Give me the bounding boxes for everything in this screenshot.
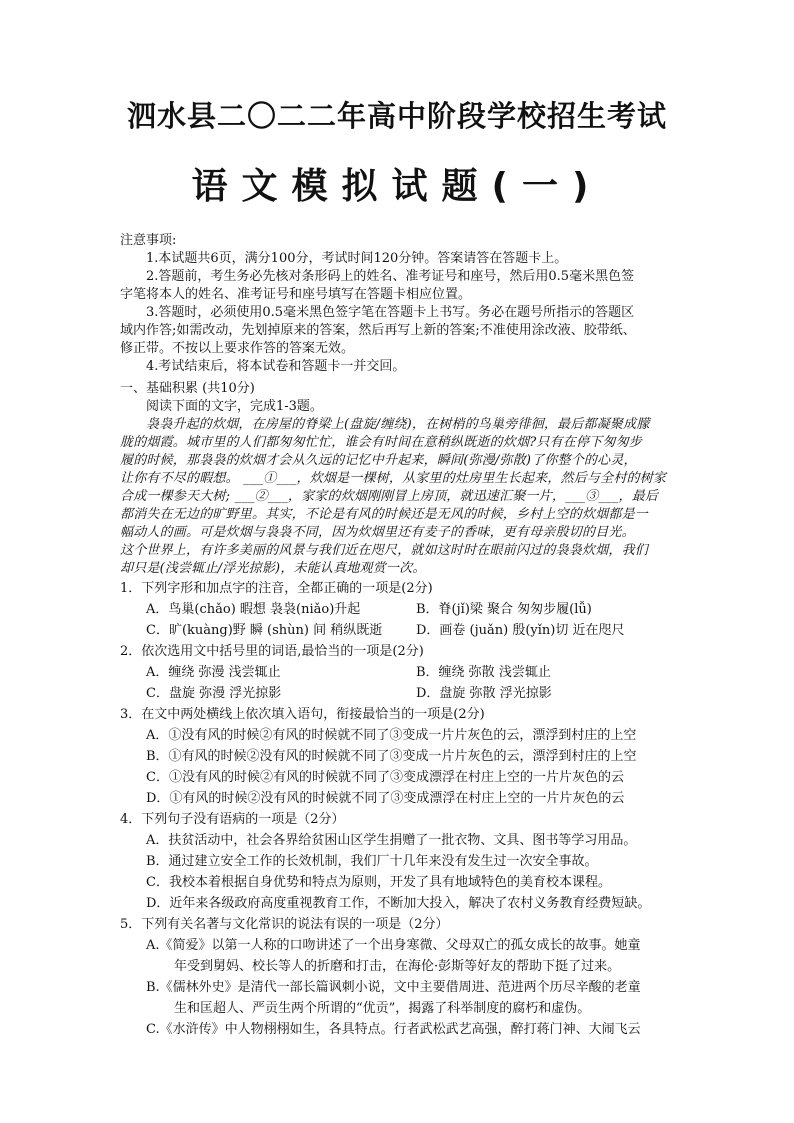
option-b: B．缠绕 弥散 浅尝辄止: [416, 665, 551, 680]
option-row: [120, 620, 680, 641]
passage-line: 袅袅升起的炊烟，在房屋的脊梁上(盘旋/缠绕)，在树梢的鸟巢旁徘徊，最后都凝聚成朦: [146, 417, 650, 432]
option-d: D．盘旋 弥散 浮光掠影: [416, 686, 552, 701]
option-a: A．扶贫活动中，社会各界给贫困山区学生捐赠了一批衣物、文具、图书等学习用品。: [146, 833, 637, 848]
passage-line: 让你有不尽的暇想。 ___①___，炊烟是一棵树，从家里的灶房里生长起来，然后与全村的树家: [120, 471, 667, 486]
option-a: A.《简爱》以第一人称的口吻讲述了一个出身寒微、父母双亡的孤女成长的故事。她童: [146, 938, 641, 953]
section-1: [120, 380, 680, 578]
notice-line: 2.答题前，考生务必先核对条形码上的姓名、准考证号和座号，然后用0.5毫米黑色签: [146, 269, 635, 284]
notice-line: 1.本试题共6页，满分100分，考试时间120分钟。答案请答在答题卡上。: [146, 251, 568, 266]
question-3: [120, 704, 680, 809]
notice-heading: 注意事项:: [120, 233, 177, 248]
option-b: B．脊(jǐ)梁 聚合 匆匆步履(lǚ): [416, 602, 592, 617]
passage-line: 履的时候，那袅袅的炊烟才会从久远的记忆中升起来，瞬间(弥漫/弥散)了你整个的心灵，: [120, 453, 637, 468]
passage-line: 幅动人的画。可是炊烟与袅袅不同，因为炊烟里还有麦子的香味，更有母亲殷切的目光。: [120, 525, 635, 540]
question-stem: 2．依次选用文中括号里的词语,最恰当的一项是(2分): [120, 644, 424, 659]
question-5: [120, 914, 680, 1040]
passage-line: 这个世界上，有许多美丽的风景与我们近在咫尺，就如这时时在眼前闪过的袅袅炊烟，我们: [120, 543, 649, 558]
option-c: C.《水浒传》中人物栩栩如生，各具特点。行者武松武艺高强，醉打蒋门神、大闹飞云: [146, 1022, 641, 1037]
option-c: C．①没有风的时候②有风的时候就不同了③变成漂浮在村庄上空的一片片灰色的云: [146, 770, 624, 785]
section-heading: 一、基础积累 (共10分): [120, 381, 255, 396]
question-1: [120, 578, 680, 641]
reading-passage: [120, 416, 680, 578]
exam-body: [120, 232, 680, 1040]
option-row: [120, 599, 680, 620]
option-a: A．鸟巢(chǎo) 暇想 袅袅(niǎo)升起: [146, 602, 361, 617]
option-b-continued: 生和匡超人、严贡生两个所谓的“优贡”，揭露了科举制度的腐朽和虚伪。: [174, 1001, 591, 1016]
question-stem: 5．下列有关名著与文化常识的说法有误的一项是（2分）: [120, 917, 449, 932]
notice-section: [120, 232, 680, 376]
option-c: C．盘旋 弥漫 浮光掠影: [146, 686, 282, 701]
question-stem: 4．下列句子没有语病的一项是（2分）: [120, 812, 345, 827]
option-c: C．我校本着根据自身优势和特点为原则，开发了具有地域特色的美育校本课程。: [146, 875, 611, 890]
option-c: C．旷(kuàng)野 瞬 (shùn) 间 稍纵既逝: [146, 623, 383, 638]
option-a: A．缠绕 弥漫 浅尝辄止: [146, 665, 281, 680]
option-b: B．①有风的时候②没有风的时候就不同了③变成一片片灰色的云，漂浮到村庄的上空: [146, 749, 637, 764]
option-row: [120, 662, 680, 683]
option-d: D．近年来各级政府高度重视教育工作，不断加大投入，解决了农村义务教育经费短缺。: [146, 896, 651, 911]
notice-line: 字笔将本人的姓名、准考证号和座号填写在答题卡相应位置。: [120, 287, 472, 302]
question-stem: 3．在文中两处横线上依次填入语句，衔接最恰当的一项是(2分): [120, 707, 485, 722]
option-d: D．画卷 (juǎn) 殷(yǐn)切 近在咫尺: [416, 623, 625, 638]
notice-line: 域内作答;如需改动，先划掉原来的答案，然后再写上新的答案;不准使用涂改液、胶带纸、: [120, 323, 636, 338]
notice-line: 4.考试结束后，将本试卷和答题卡一并交回。: [146, 359, 406, 374]
option-a: A．①没有风的时候②有风的时候就不同了③变成一片片灰色的云，漂浮到村庄的上空: [146, 728, 637, 743]
notice-line: 修正带。不按以上要求作答的答案无效。: [120, 341, 355, 356]
question-4: [120, 809, 680, 914]
option-d: D．①有风的时候②没有风的时候就不同了③变成漂浮在村庄上空的一片片灰色的云: [146, 791, 625, 806]
passage-line: 胧的烟霞。城市里的人们都匆匆忙忙，谁会有时间在意稍纵既逝的炊烟?只有在停下匆匆步: [120, 435, 642, 450]
exam-title: 泗水县二〇二二年高中阶段学校招生考试: [126, 99, 667, 133]
option-row: [120, 683, 680, 704]
option-b: B．通过建立安全工作的长效机制，我们厂十几年来没有发生过一次安全事故。: [146, 854, 598, 869]
notice-line: 3.答题时，必须使用0.5毫米黑色签字笔在答题卡上书写。务必在题号所指示的答题区: [146, 305, 635, 320]
section-intro: 阅读下面的文字，完成1-3题。: [146, 399, 323, 414]
passage-line: 都消失在无边的旷野里。其实，不论是有风的时候还是无风的时候，乡村上空的炊烟都是一: [120, 507, 649, 522]
exam-subtitle: 语文模拟试题(一): [191, 166, 603, 207]
passage-line: 合成一棵参天大树; ___②___，家家的炊烟刚刚冒上房顶，就迅速汇聚一片，___③___，最后: [120, 489, 659, 504]
question-stem: 1．下列字形和加点字的注音，全都正确的一项是(2分): [120, 581, 433, 596]
question-2: [120, 641, 680, 704]
option-a-continued: 年受到舅妈、校长等人的折磨和打击，在海伦·彭斯等好友的帮助下挺了过来。: [174, 959, 621, 974]
passage-line: 却只是(浅尝辄止/浮光掠影)，未能认真地观赏一次。: [120, 561, 426, 576]
option-b: B.《儒林外史》是清代一部长篇讽刺小说，文中主要借周进、范进两个历尽辛酸的老童: [146, 980, 641, 995]
